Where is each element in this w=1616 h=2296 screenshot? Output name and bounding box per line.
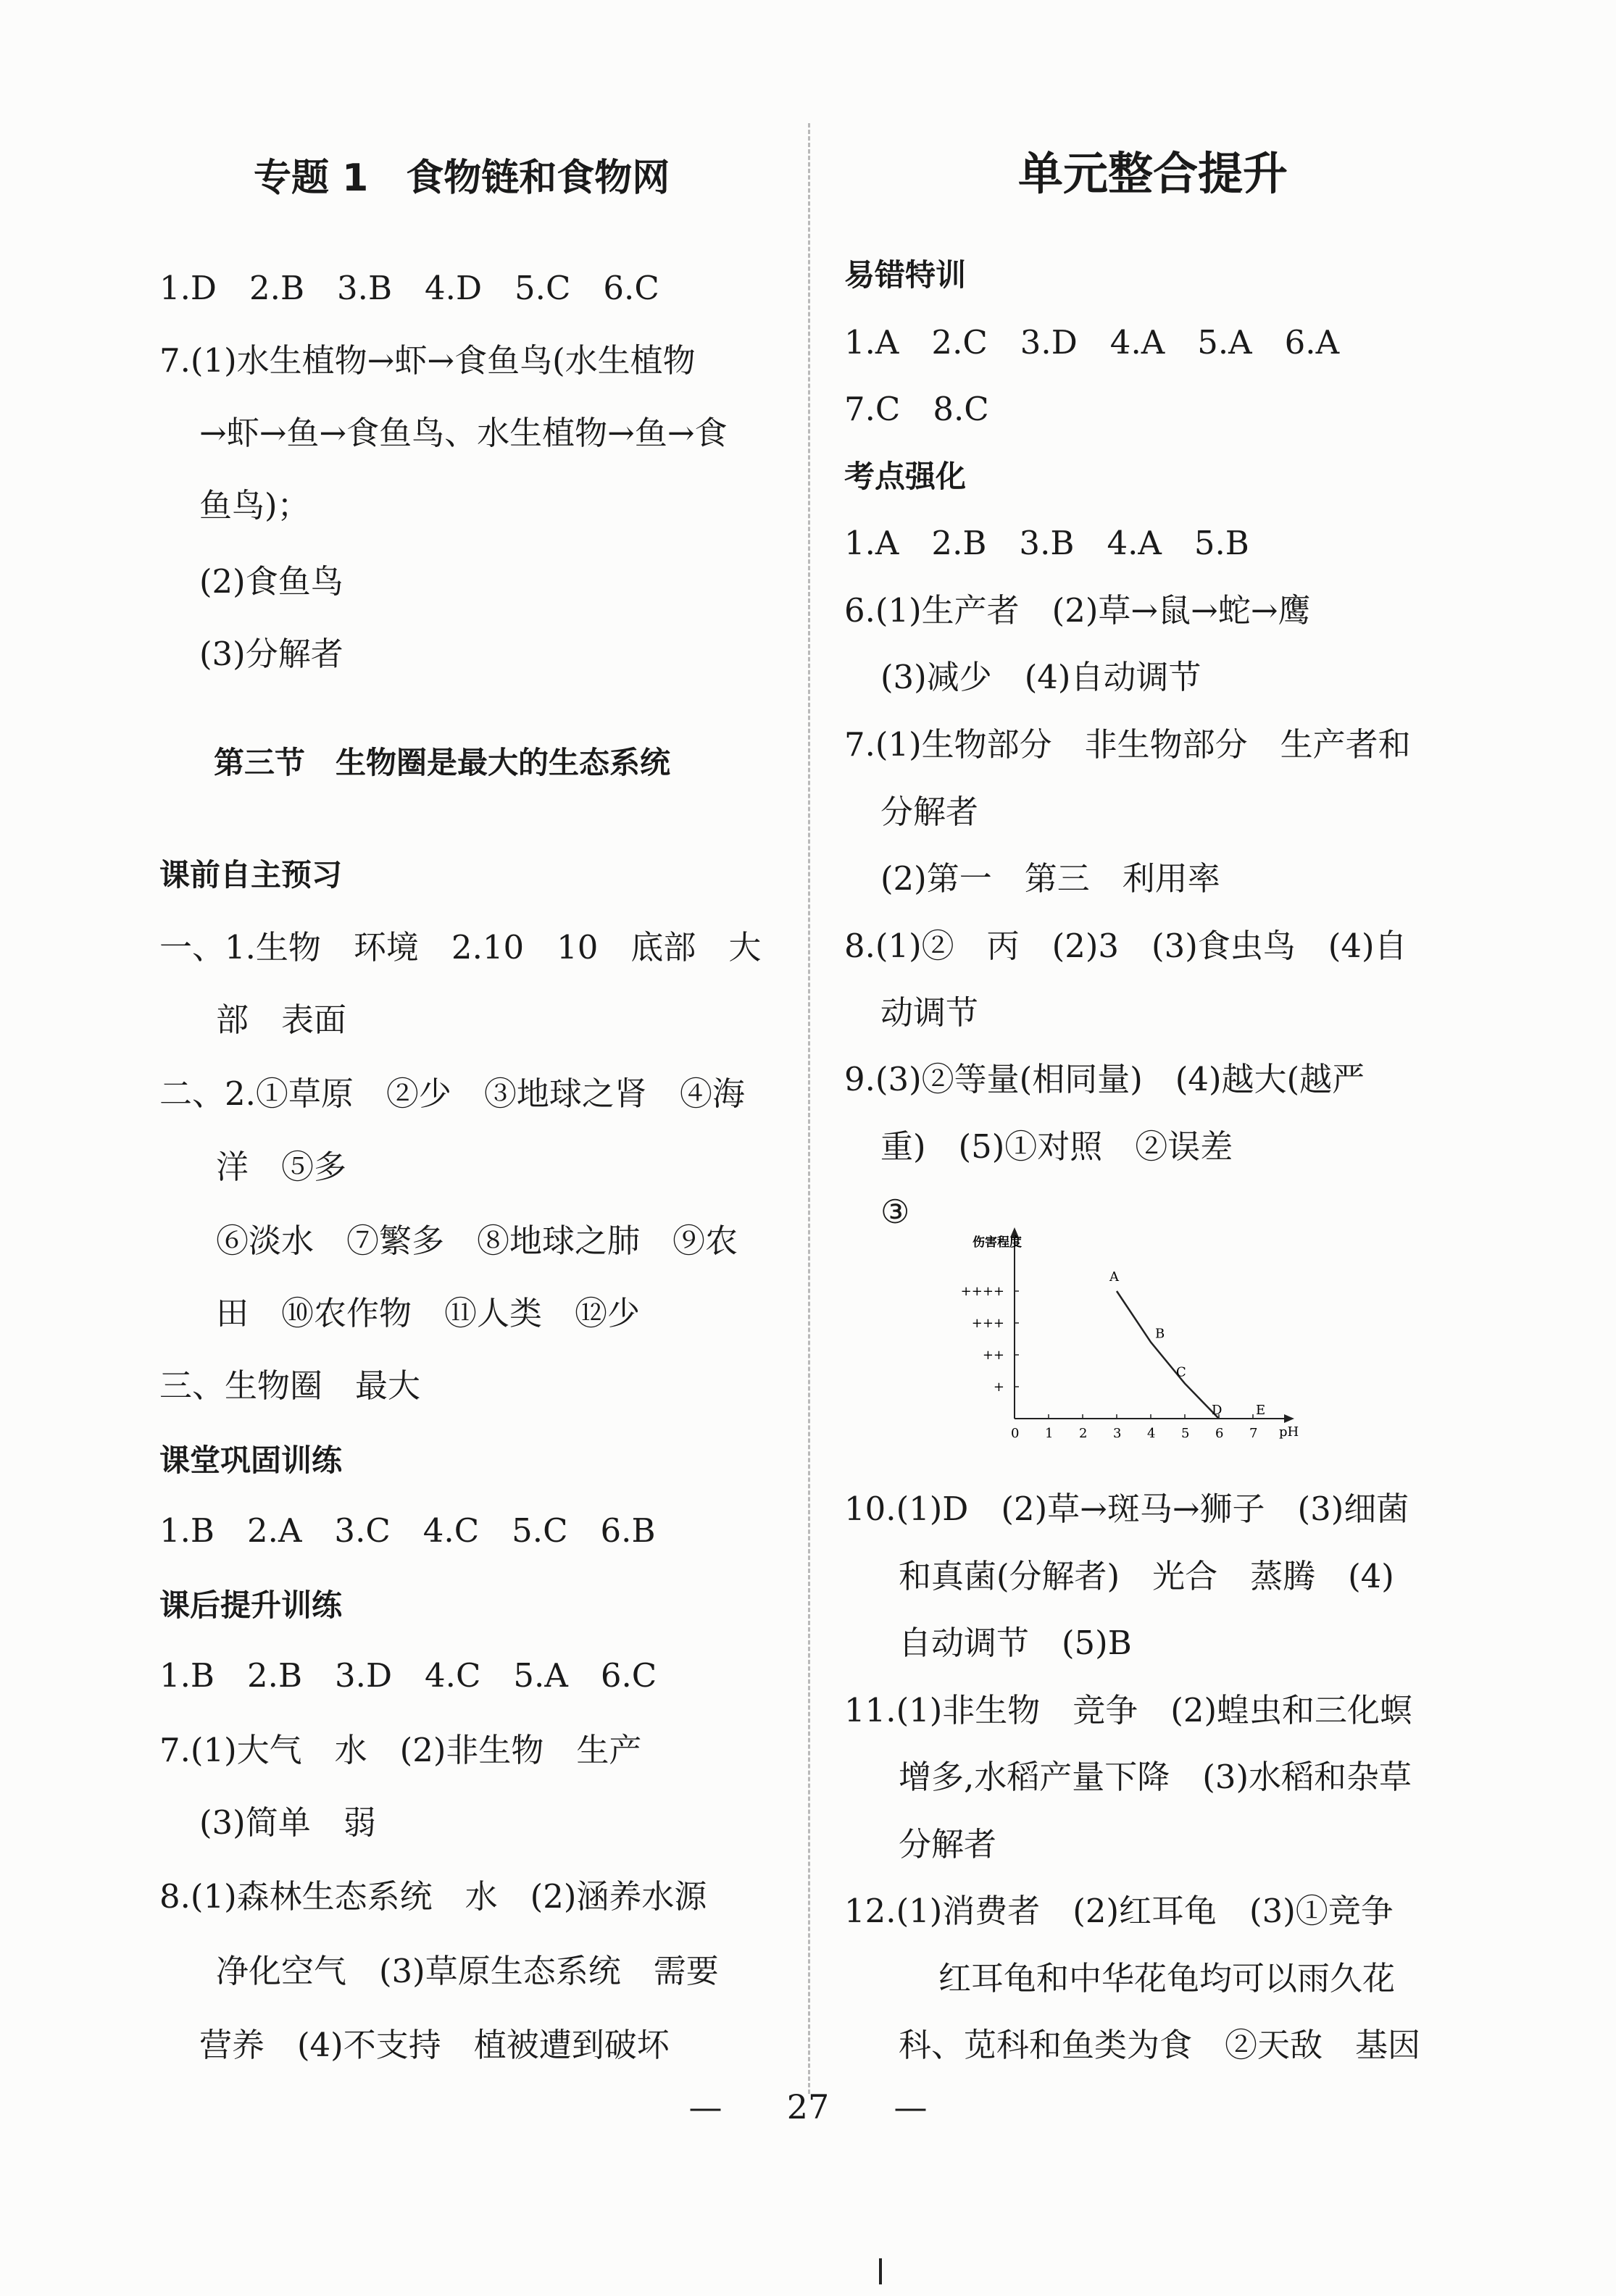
answer-line: 洋 ⑤多 [216, 1148, 347, 1186]
x-axis-label: pH [1279, 1424, 1299, 1440]
y-tick-label: + [993, 1379, 1004, 1395]
point-label-A: A [1109, 1269, 1119, 1285]
point-label-B: B [1155, 1326, 1165, 1342]
x-tick-label: 4 [1147, 1426, 1156, 1441]
unit-title: 单元整合提升 [1018, 147, 1288, 200]
answer-line: 分解者 [880, 793, 979, 831]
answer-line: ⑥淡水 ⑦繁多 ⑧地球之肺 ⑨农 [216, 1222, 738, 1260]
answer-line: 部 表面 [216, 1001, 347, 1039]
x-tick-label: 2 [1079, 1426, 1088, 1441]
point-label-C: C [1176, 1364, 1186, 1380]
answer-line: 动调节 [880, 993, 979, 1032]
answer-line: 分解者 [899, 1825, 997, 1863]
answer-line: 鱼鸟)； [199, 486, 310, 525]
answer-line: 1.A 2.C 3.D 4.A 5.A 6.A [844, 323, 1340, 362]
answer-line: 10.(1)D (2)草→斑马→狮子 (3)细菌 [844, 1490, 1409, 1528]
answer-line: 一、1.生物 环境 2.10 10 底部 大 [159, 928, 762, 967]
answer-line: 和真菌(分解者) 光合 蒸腾 (4) [899, 1557, 1394, 1595]
x-tick-label: 7 [1249, 1426, 1258, 1441]
answer-line: 8.(1)森林生态系统 水 (2)涵养水源 [159, 1877, 707, 1916]
point-label-E: E [1256, 1403, 1266, 1418]
section-title: 第三节 生物圈是最大的生态系统 [214, 745, 671, 780]
answer-line: 1.B 2.B 3.D 4.C 5.A 6.C [159, 1656, 657, 1695]
x-tick-label: 3 [1113, 1426, 1122, 1441]
x-tick-label: 5 [1181, 1426, 1190, 1441]
answer-line: 红耳龟和中华花龟均可以雨久花 [938, 1959, 1396, 1997]
page-footer [0, 2087, 1616, 2127]
y-tick-label: ++ [982, 1348, 1004, 1363]
y-tick-label: ++++ [960, 1284, 1004, 1299]
answer-line: 7.(1)水生植物→虾→食鱼鸟(水生植物 [159, 341, 696, 380]
answer-line: 二、2.①草原 ②少 ③地球之肾 ④海 [159, 1074, 745, 1113]
answer-line: (2)食鱼鸟 [199, 562, 343, 601]
x-tick-label: 1 [1045, 1426, 1054, 1441]
topic-title: 专题 1 食物链和食物网 [254, 156, 670, 200]
class-heading: 课堂巩固训练 [159, 1443, 343, 1478]
error-heading: 易错特训 [844, 257, 967, 293]
binding-mark [879, 2258, 882, 2284]
x-axis-arrow [1284, 1414, 1294, 1423]
chart-svg [913, 1224, 1319, 1442]
page-number: 27 [786, 2087, 830, 2126]
answer-line: (3)减少 (4)自动调节 [880, 658, 1201, 696]
x-tick-label: 0 [1011, 1426, 1020, 1441]
answer-line: 1.A 2.B 3.B 4.A 5.B [844, 524, 1249, 562]
ph-damage-chart [913, 1224, 1319, 1442]
answer-line: (3)分解者 [199, 635, 343, 673]
answer-line: 6.(1)生产者 (2)草→鼠→蛇→鹰 [844, 591, 1311, 630]
answer-line: 1.B 2.A 3.C 4.C 5.C 6.B [159, 1511, 656, 1550]
answer-line: 12.(1)消费者 (2)红耳龟 (3)①竞争 [844, 1892, 1394, 1930]
answer-line: 重) (5)①对照 ②误差 [880, 1127, 1233, 1166]
answer-line: 自动调节 (5)B [899, 1624, 1132, 1662]
answer-line: 1.D 2.B 3.B 4.D 5.C 6.C [159, 269, 659, 307]
point-label-D: D [1212, 1403, 1223, 1418]
y-tick-label: +++ [971, 1316, 1004, 1331]
answer-line: (3)简单 弱 [199, 1803, 376, 1842]
answer-line: (2)第一 第三 利用率 [880, 859, 1220, 898]
x-tick-label: 6 [1215, 1426, 1224, 1441]
footer-dash-right: — [894, 2087, 928, 2126]
answer-line: ③ [880, 1193, 910, 1231]
answer-line: 8.(1)② 丙 (2)3 (3)食虫鸟 (4)自 [844, 927, 1407, 965]
y-axis-label: 伤害程度 [972, 1235, 1022, 1250]
answer-line: 三、生物圈 最大 [159, 1366, 421, 1405]
preview-heading: 课前自主预习 [159, 857, 343, 893]
answer-line: 7.C 8.C [844, 390, 989, 428]
answer-line: 11.(1)非生物 竞争 (2)蝗虫和三化螟 [844, 1691, 1413, 1729]
after-heading: 课后提升训练 [159, 1587, 343, 1623]
answer-line: 净化空气 (3)草原生态系统 需要 [216, 1952, 719, 1990]
answer-line: 7.(1)大气 水 (2)非生物 生产 [159, 1731, 642, 1769]
answer-line: 9.(3)②等量(相同量) (4)越大(越严 [844, 1060, 1365, 1098]
answer-line: 增多,水稻产量下降 (3)水稻和杂草 [899, 1758, 1412, 1796]
answer-line: 营养 (4)不支持 植被遭到破坏 [199, 2026, 670, 2064]
answer-line: 7.(1)生物部分 非生物部分 生产者和 [844, 725, 1411, 764]
kaodian-heading: 考点强化 [844, 459, 967, 494]
column-divider [808, 123, 810, 2094]
footer-dash-left: — [688, 2087, 722, 2126]
answer-line: →虾→鱼→食鱼鸟、水生植物→鱼→食 [199, 414, 728, 452]
answer-line: 科、苋科和鱼类为食 ②天敌 基因 [899, 2026, 1421, 2064]
series-line [1117, 1291, 1219, 1419]
answer-line: 田 ⑩农作物 ⑪人类 ⑫少 [216, 1294, 641, 1332]
